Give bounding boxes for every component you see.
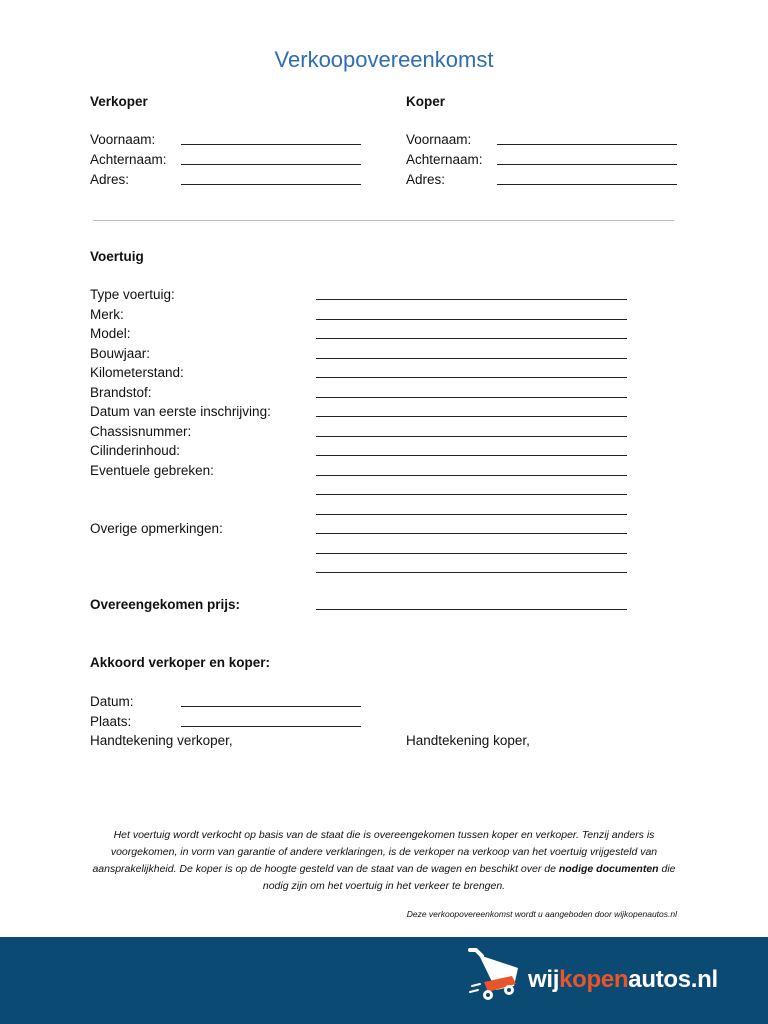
vehicle-field-blank[interactable]: [316, 358, 627, 359]
buyer-lastname-row: [406, 150, 678, 170]
vehicle-field-blank[interactable]: [316, 553, 627, 554]
field-label: Adres:: [90, 172, 130, 187]
seller-signature-row: [90, 731, 362, 751]
date-label: Datum:: [90, 694, 134, 709]
date-row: [90, 692, 362, 712]
vehicle-field-blank[interactable]: [316, 436, 627, 437]
date-blank[interactable]: [181, 706, 361, 707]
seller-firstname-row: [90, 130, 362, 150]
vehicle-field-row: [90, 558, 630, 578]
section-divider: [93, 220, 674, 221]
disclaimer-text: [86, 827, 682, 895]
field-label: Voornaam:: [406, 132, 472, 147]
logo-part-autos: autos.nl: [628, 966, 718, 993]
seller-address-blank[interactable]: [181, 184, 361, 185]
disclaimer-part2: die nodig zijn om het voertuig in het verkeer te brengen.: [262, 863, 676, 892]
vehicle-field-row: [90, 519, 630, 539]
vehicle-field-row: [90, 422, 630, 442]
vehicle-field-blank[interactable]: [316, 338, 627, 339]
buyer-address-row: [406, 170, 678, 190]
place-blank[interactable]: [181, 726, 361, 727]
vehicle-field-row: [90, 324, 630, 344]
seller-lastname-blank[interactable]: [181, 164, 361, 165]
buyer-firstname-row: [406, 130, 678, 150]
vehicle-field-label: Bouwjaar:: [90, 345, 151, 361]
vehicle-field-label: Datum van eerste inschrijving:: [90, 404, 271, 419]
vehicle-field-blank[interactable]: [316, 572, 627, 573]
vehicle-field-blank[interactable]: [316, 319, 627, 320]
vehicle-field-label: Overige opmerkingen:: [90, 521, 223, 536]
vehicle-field-row: [90, 344, 630, 364]
vehicle-field-row: [90, 441, 630, 461]
vehicle-field-blank[interactable]: [316, 494, 627, 495]
vehicle-field-row: [90, 363, 630, 383]
price-label: Overeengekomen prijs:: [90, 597, 241, 612]
disclaimer-part1: Het voertuig wordt verkocht op basis van de staat die is overeengekomen tussen koper en verkoper. Tenzij anders is voorgekomen, in vorm van garantie of andere verklaringen, is de verkoper na verkoop van het voertuig vrijgesteld van aansprakelijkheid. De koper is op de hoogte gesteld van de staat van de wagen en beschikt over de: [92, 829, 658, 875]
vehicle-field-row: [90, 461, 630, 481]
vehicle-field-blank[interactable]: [316, 533, 627, 534]
vehicle-field-blank[interactable]: [316, 514, 627, 515]
agreement-heading: Akkoord verkoper en koper:: [90, 655, 271, 670]
vehicle-field-label: Cilinderinhoud:: [90, 443, 181, 458]
seller-signature-label: Handtekening verkoper,: [90, 733, 233, 748]
vehicle-field-label: Eventuele gebreken:: [90, 462, 214, 478]
field-label: Voornaam:: [90, 132, 156, 147]
vehicle-field-label: Kilometerstand:: [90, 365, 184, 380]
place-label: Plaats:: [90, 714, 132, 729]
vehicle-field-label: Model:: [90, 326, 131, 341]
disclaimer-bold: nodige documenten: [558, 863, 659, 875]
vehicle-field-label: Type voertuig:: [90, 287, 175, 302]
price-row: [90, 595, 630, 615]
buyer-address-blank[interactable]: [497, 184, 677, 185]
vehicle-field-row: [90, 402, 630, 422]
vehicle-field-blank[interactable]: [316, 397, 627, 398]
buyer-lastname-blank[interactable]: [497, 164, 677, 165]
credit-line: Deze verkoopovereenkomst wordt u aangeboden door wijkopenautos.nl: [406, 909, 677, 919]
vehicle-field-row: [90, 500, 630, 520]
price-blank[interactable]: [316, 609, 627, 610]
field-label: Achternaam:: [90, 152, 167, 167]
place-row: [90, 712, 362, 732]
buyer-signature-label: Handtekening koper,: [406, 733, 530, 748]
vehicle-field-row: [90, 480, 630, 500]
seller-firstname-blank[interactable]: [181, 144, 361, 145]
vehicle-field-label: Brandstof:: [90, 384, 152, 400]
buyer-signature-row: [406, 731, 678, 751]
footer-logo-wordmark[interactable]: [528, 966, 718, 994]
vehicle-field-blank[interactable]: [316, 416, 627, 417]
vehicle-field-blank[interactable]: [316, 475, 627, 476]
seller-heading: Verkoper: [90, 94, 148, 109]
vehicle-field-blank[interactable]: [316, 455, 627, 456]
vehicle-field-blank[interactable]: [316, 299, 627, 300]
seller-lastname-row: [90, 150, 362, 170]
vehicle-heading: Voertuig: [90, 249, 144, 264]
vehicle-field-row: [90, 305, 630, 325]
field-label: Achternaam:: [406, 152, 483, 167]
buyer-firstname-blank[interactable]: [497, 144, 677, 145]
logo-part-wij: wij: [528, 966, 560, 993]
vehicle-field-blank[interactable]: [316, 377, 627, 378]
buyer-heading: Koper: [406, 94, 446, 109]
field-label: Adres:: [406, 172, 446, 187]
vehicle-field-row: [90, 539, 630, 559]
page-title: Verkoopovereenkomst: [274, 47, 494, 72]
logo-part-kopen: kopen: [559, 966, 629, 993]
seller-address-row: [90, 170, 362, 190]
vehicle-field-row: [90, 383, 630, 403]
vehicle-field-label: Chassisnummer:: [90, 423, 192, 439]
vehicle-field-label: Merk:: [90, 306, 124, 322]
vehicle-field-row: [90, 285, 630, 305]
